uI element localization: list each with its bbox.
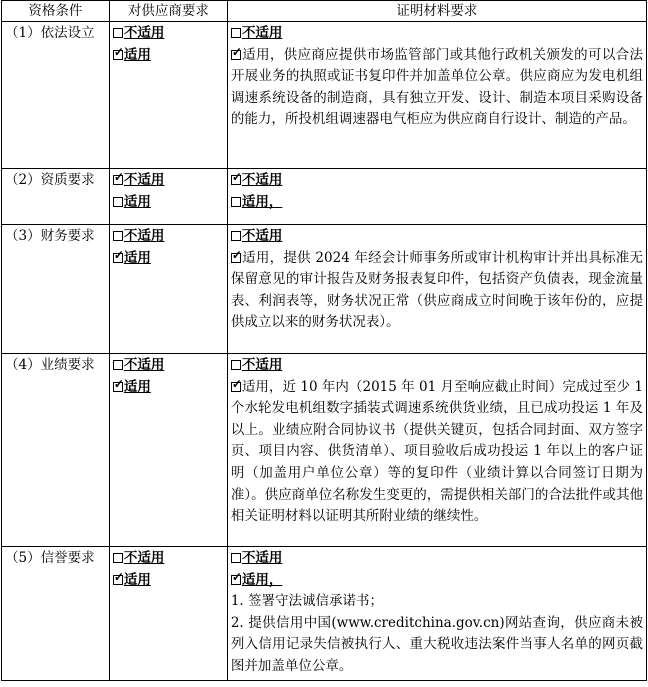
checkbox-option[interactable]: 不适用 [231,548,643,570]
checked-box-icon [113,253,123,263]
qualification-name: （4）业绩要求 [2,354,110,547]
table-row [2,547,647,681]
qualification-name: （1）依法设立 [2,22,110,169]
checkbox-icon [231,197,241,207]
evidence-cell [227,169,646,225]
checkbox-icon [231,360,241,370]
checked-box-icon[interactable] [231,253,241,263]
checked-box-icon[interactable] [231,382,241,392]
checked-box-icon[interactable] [231,50,241,60]
qualification-name: （2）资质要求 [2,169,110,225]
checked-box-icon [113,175,123,185]
checkbox-icon [113,28,123,38]
requirement-cell [109,225,227,354]
checked-box-icon [231,575,241,585]
requirement-cell [109,22,227,169]
list-item: 2. 提供信用中国(www.creditchina.gov.cn)网站查询，供应商未被列入信用记录失信被执行人、重大税收违法案件当事人名单的网页截图并加盖单位公章。 [230,614,643,674]
checkbox-option[interactable]: ✓ 不适用 [113,170,224,192]
evidence-text-block: ✓适用，近 10 年内（2015 年 01 月至响应截止时间）完成过至少 1 个水轮发电机组数字插装式调速系统供货业绩，且已成功投运 1 年及以上。业绩应附合同协议书（提供关键页，包括合同封面、双方签字页、项目内容、供货清单）、项目验收后成功投运 1 年以上的客户证明（加盖用户单位公章）等的复印件（业绩计算以合同签订日期为准）。供应商单位名称发生变更的，需提供相关部门的合法批件或其他相关证明材料以证明其所附业绩的继续性。 [231,377,643,528]
checkbox-option[interactable]: ✓适用 [113,45,224,67]
header-requirement: 对供应商要求 [109,1,227,22]
list-item: 1. 签署守法诚信承诺书； [230,593,383,610]
checkbox-option[interactable]: ✓适用 [113,570,224,592]
evidence-cell [227,22,646,169]
evidence-text-block: ✓适用，供应商应提供市场监管部门或其他行政机关颁发的可以合法开展业务的执照或证书复印件并加盖单位公章。供应商应为发电机组调速系统设备的制造商，具有独立开发、设计、制造本项目采购设备的能力，所投机组调速器电气柜应为供应商自行设计、制造的产品。 [231,45,643,131]
checkbox-option[interactable]: 不适用 [113,226,224,248]
checkbox-option[interactable]: 不适用 [231,226,643,248]
checked-box-icon [113,382,123,392]
requirement-cell [109,169,227,225]
checkbox-icon [113,360,123,370]
checkbox-option[interactable]: ✓适用， [231,570,643,592]
table-row [2,225,647,354]
checkbox-icon [113,197,123,207]
checkbox-option[interactable]: ✓不适用 [231,170,643,192]
checkbox-option[interactable]: 不适用 [231,23,643,45]
header-qualification: 资格条件 [2,1,110,22]
table-row [2,22,647,169]
checkbox-option[interactable]: 适用 [113,192,224,214]
requirement-cell [109,354,227,547]
checkbox-icon [113,231,123,241]
qualification-name: （3）财务要求 [2,225,110,354]
table-row [2,169,647,225]
evidence-cell [227,354,646,547]
checkbox-option[interactable]: 不适用 [231,355,643,377]
qualification-table [1,0,647,681]
checkbox-option[interactable]: 不适用 [113,23,224,45]
checked-box-icon [113,575,123,585]
checkbox-icon [231,28,241,38]
evidence-cell [227,225,646,354]
checkbox-option[interactable]: 不适用 [113,355,224,377]
evidence-text: 近 10 年内（2015 年 01 月至响应截止时间）完成过至少 1 个水轮发电机组数字插装式调速系统供货业绩，且已成功投运 1 年及以上。业绩应附合同协议书（提供关键页，包括合同封面、双方签字页、项目内容、供货清单）、项目验收后成功投运 1 年以上的客户证明（加盖用户单位公章）等的复印件（业绩计算以合同签订日期为准）。供应商单位名称发生变更的，需提供相关部门的合法批件或其他相关证明材料以证明其所附业绩的继续性。 [230,378,643,525]
evidence-cell [227,547,646,681]
checkbox-option[interactable]: ✓适用 [113,377,224,399]
checkbox-icon [231,231,241,241]
checked-box-icon [113,50,123,60]
evidence-text: 供应商应提供市场监管部门或其他行政机关颁发的可以合法开展业务的执照或证书复印件并加盖单位公章。供应商应为发电机组调速系统设备的制造商，具有独立开发、设计、制造本项目采购设备的能力，所投机组调速器电气柜应为供应商自行设计、制造的产品。 [230,46,644,128]
checkbox-option[interactable]: 适用， [231,192,643,214]
requirement-cell [109,547,227,681]
header-evidence: 证明材料要求 [227,1,646,22]
checkbox-icon [113,553,123,563]
checkbox-icon [231,553,241,563]
checkbox-option[interactable]: 不适用 [113,548,224,570]
checked-box-icon [231,175,241,185]
evidence-text: 提供 2024 年经会计师事务所或审计机构审计并出具标准无保留意见的审计报告及财务报表复印件，包括资产负债表，现金流量表、利润表等，财务状况正常（供应商成立时间晚于该年份的，应提供成立以来的财务状况表）。 [230,249,643,331]
evidence-text-block: ✓适用，提供 2024 年经会计师事务所或审计机构审计并出具标准无保留意见的审计报告及财务报表复印件，包括资产负债表，现金流量表、利润表等，财务状况正常（供应商成立时间晚于该年份的，应提供成立以来的财务状况表）。 [231,248,643,334]
header-row [2,1,647,22]
checkbox-option[interactable]: ✓适用 [113,248,224,270]
qualification-name: （5）信誉要求 [2,547,110,681]
table-row [2,354,647,547]
